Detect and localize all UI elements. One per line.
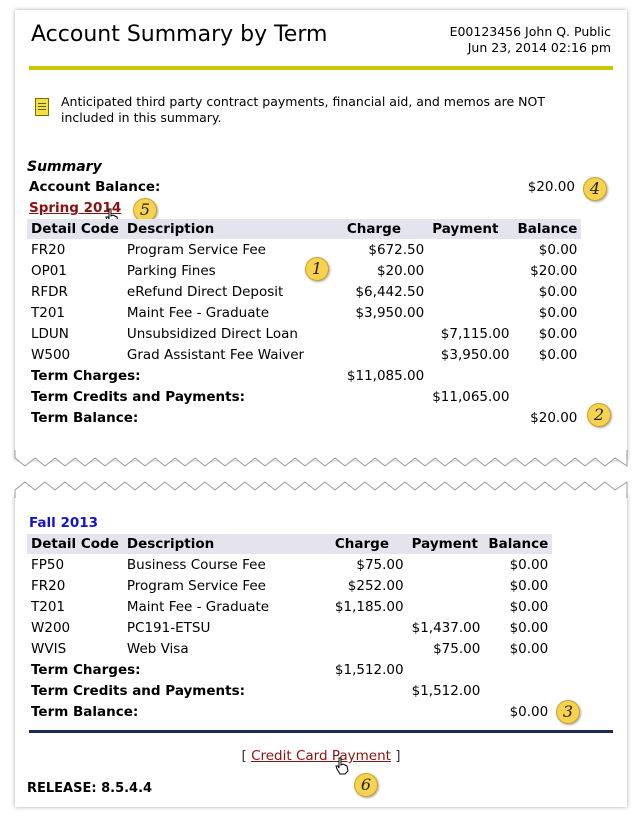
detail-code: FP50 xyxy=(31,556,65,573)
callout-badge-5: 5 xyxy=(133,198,157,222)
callout-badge-2: 2 xyxy=(587,403,611,427)
callout-badge-6: 6 xyxy=(354,773,378,797)
col-balance: Balance xyxy=(513,219,581,239)
balance: $0.00 xyxy=(509,577,549,594)
payment xyxy=(428,281,513,302)
term-charges-label: Term Charges: xyxy=(31,661,141,678)
term-credits-row xyxy=(27,386,581,407)
payment xyxy=(428,302,513,323)
notice-text: Anticipated third party contract payments, financial aid, and memos are NOT included in this summary. xyxy=(61,94,545,125)
footer-divider xyxy=(29,730,613,733)
charge: $20.00 xyxy=(376,262,425,279)
payment xyxy=(428,239,513,260)
release-version: RELEASE: 8.5.4.4 xyxy=(27,781,153,796)
table-header-row xyxy=(27,534,552,554)
col-description: Description xyxy=(123,219,343,239)
description: PC191-ETSU xyxy=(126,619,211,636)
detail-code: T201 xyxy=(31,598,66,615)
balance: $0.00 xyxy=(538,346,578,363)
balance: $0.00 xyxy=(538,283,578,300)
charge: $6,442.50 xyxy=(355,283,425,300)
memo-note-icon xyxy=(35,98,49,116)
term-credits-value: $11,065.00 xyxy=(432,388,510,405)
table-row xyxy=(27,617,552,638)
col-payment: Payment xyxy=(428,219,513,239)
col-detail-code: Detail Code xyxy=(27,534,123,554)
col-payment: Payment xyxy=(408,534,485,554)
table-row xyxy=(27,281,581,302)
charge xyxy=(331,617,408,638)
table-row xyxy=(27,638,552,659)
fall-2013-detail-table xyxy=(27,534,552,722)
payment xyxy=(408,596,485,617)
charge: $3,950.00 xyxy=(355,304,425,321)
detail-code: WVIS xyxy=(31,640,67,657)
header-rule xyxy=(29,66,613,70)
term-link-spring-2014[interactable]: Spring 2014 xyxy=(29,200,122,216)
term-credits-value: $1,512.00 xyxy=(411,682,481,699)
description: Unsubsidized Direct Loan xyxy=(126,325,298,342)
balance: $0.00 xyxy=(509,619,549,636)
charge: $1,185.00 xyxy=(334,598,404,615)
term-charges-value: $11,085.00 xyxy=(346,367,425,384)
payment: $7,115.00 xyxy=(440,325,510,342)
credit-card-payment-row xyxy=(15,748,627,764)
charge xyxy=(343,344,428,365)
table-row xyxy=(27,323,581,344)
payment: $75.00 xyxy=(433,640,481,657)
term-balance-label: Term Balance: xyxy=(31,703,139,720)
charge: $75.00 xyxy=(356,556,404,573)
description: Maint Fee - Graduate xyxy=(126,598,270,615)
charge xyxy=(331,638,408,659)
balance: $20.00 xyxy=(530,262,578,279)
table-row xyxy=(27,554,552,575)
col-detail-code: Detail Code xyxy=(27,219,123,239)
user-id-name: E00123456 John Q. Public xyxy=(449,24,611,39)
term-charges-label: Term Charges: xyxy=(31,367,141,384)
term-balance-row xyxy=(27,701,552,722)
detail-code: FR20 xyxy=(31,577,66,594)
table-row xyxy=(27,344,581,365)
callout-badge-4: 4 xyxy=(583,177,607,201)
balance: $0.00 xyxy=(538,241,578,258)
payment: $1,437.00 xyxy=(411,619,481,636)
table-header-row xyxy=(27,219,581,239)
timestamp: Jun 23, 2014 02:16 pm xyxy=(467,40,611,55)
description: Maint Fee - Graduate xyxy=(126,304,270,321)
charge xyxy=(343,323,428,344)
table-row xyxy=(27,575,552,596)
balance: $0.00 xyxy=(509,598,549,615)
term-credits-row xyxy=(27,680,552,701)
payment xyxy=(408,575,485,596)
description: Program Service Fee xyxy=(126,241,266,258)
col-charge: Charge xyxy=(343,219,428,239)
user-info xyxy=(450,24,611,56)
description: Business Course Fee xyxy=(126,556,266,573)
term-balance-label: Term Balance: xyxy=(31,409,139,426)
term-link-fall-2013[interactable]: Fall 2013 xyxy=(29,515,99,531)
payment xyxy=(428,260,513,281)
term-balance-value: $0.00 xyxy=(509,703,549,720)
balance: $0.00 xyxy=(538,304,578,321)
detail-code: RFDR xyxy=(31,283,68,300)
bracket-open: [ xyxy=(241,748,247,764)
detail-code: OP01 xyxy=(31,262,67,279)
charge: $252.00 xyxy=(347,577,404,594)
bracket-close: ] xyxy=(395,748,401,764)
torn-edge-top xyxy=(0,476,640,498)
balance: $0.00 xyxy=(509,640,549,657)
summary-heading: Summary xyxy=(27,159,102,175)
term-credits-label: Term Credits and Payments: xyxy=(31,388,246,405)
credit-card-payment-link[interactable]: Credit Card Payment xyxy=(251,748,391,764)
callout-badge-3: 3 xyxy=(556,700,580,724)
description: Parking Fines xyxy=(126,262,216,279)
payment xyxy=(408,554,485,575)
description: Web Visa xyxy=(126,640,189,657)
term-balance-value: $20.00 xyxy=(530,409,578,426)
account-summary-panel xyxy=(15,10,627,460)
detail-code: LDUN xyxy=(31,325,69,342)
detail-code: T201 xyxy=(31,304,66,321)
description: eRefund Direct Deposit xyxy=(126,283,284,300)
description: Grad Assistant Fee Waiver xyxy=(126,346,305,363)
col-description: Description xyxy=(123,534,331,554)
account-balance-value: $20.00 xyxy=(527,179,575,195)
description: Program Service Fee xyxy=(126,577,266,594)
detail-code: FR20 xyxy=(31,241,66,258)
balance: $0.00 xyxy=(509,556,549,573)
detail-code: W500 xyxy=(31,346,71,363)
charge: $672.50 xyxy=(368,241,425,258)
table-row xyxy=(27,596,552,617)
col-charge: Charge xyxy=(331,534,408,554)
balance: $0.00 xyxy=(538,325,578,342)
term-charges-value: $1,512.00 xyxy=(334,661,404,678)
fall-term-panel xyxy=(15,495,627,807)
spring-2014-detail-table xyxy=(27,219,581,428)
term-charges-row xyxy=(27,365,581,386)
torn-edge-bottom xyxy=(0,450,640,472)
table-row xyxy=(27,239,581,260)
term-balance-row xyxy=(27,407,581,428)
table-row xyxy=(27,302,581,323)
term-credits-label: Term Credits and Payments: xyxy=(31,682,246,699)
account-balance-label: Account Balance: xyxy=(29,179,161,195)
page-title: Account Summary by Term xyxy=(31,22,328,47)
col-balance: Balance xyxy=(484,534,552,554)
term-charges-row xyxy=(27,659,552,680)
callout-badge-1: 1 xyxy=(305,257,329,281)
payment: $3,950.00 xyxy=(440,346,510,363)
hand-pointer-icon xyxy=(335,757,349,775)
detail-code: W200 xyxy=(31,619,71,636)
